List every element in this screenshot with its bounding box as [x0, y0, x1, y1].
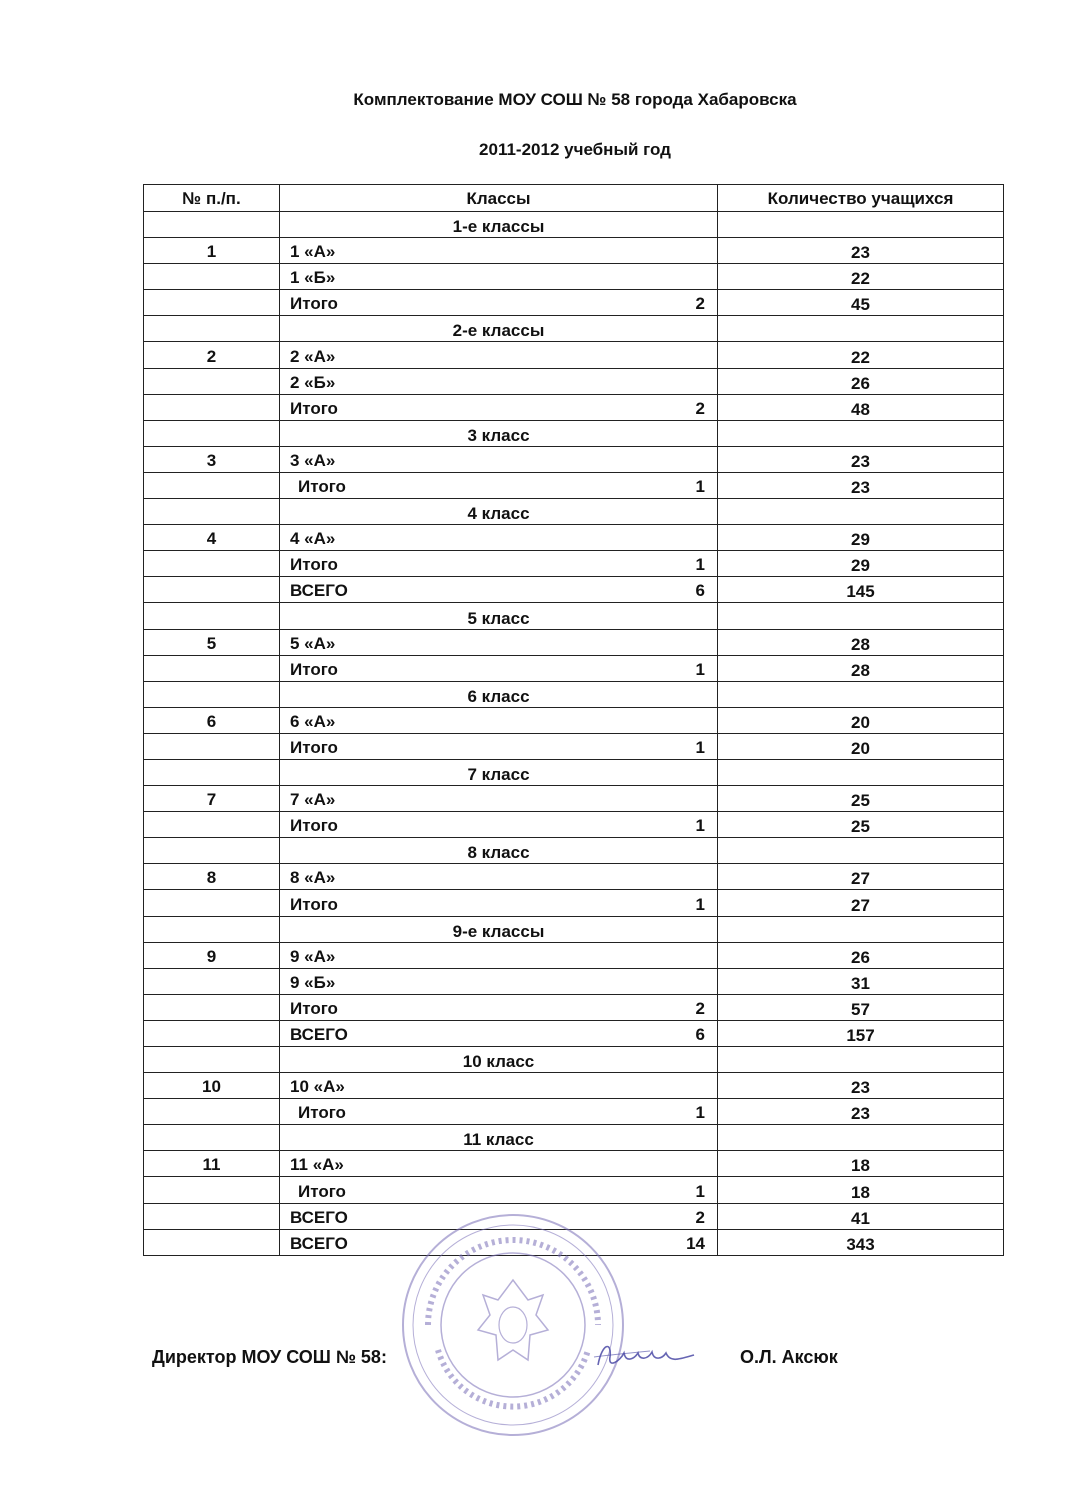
total-label: Итого: [290, 894, 338, 914]
group-header-row: [144, 212, 1004, 238]
row-number: [144, 655, 280, 681]
row-number: [144, 316, 280, 342]
row-number: [144, 1125, 280, 1151]
row-number: [144, 1099, 280, 1125]
total-cell: [280, 290, 718, 316]
row-number: [144, 420, 280, 446]
total-cell: [280, 394, 718, 420]
table-row: [144, 864, 1004, 890]
student-count: [718, 1047, 1004, 1073]
total-cell: [280, 994, 718, 1020]
total-row: [144, 812, 1004, 838]
student-count: 26: [718, 368, 1004, 394]
document-subtitle: 2011-2012 учебный год: [479, 140, 671, 159]
row-number: [144, 290, 280, 316]
row-number: [144, 1203, 280, 1229]
student-count: 343: [718, 1229, 1004, 1255]
row-number: [144, 916, 280, 942]
row-number: [144, 499, 280, 525]
class-cell: [280, 264, 718, 290]
total-cell: [280, 733, 718, 759]
director-signature: [590, 1335, 700, 1375]
class-cell: [280, 864, 718, 890]
group-header-row: [144, 316, 1004, 342]
row-number: [144, 577, 280, 603]
student-count: [718, 603, 1004, 629]
table-row: [144, 342, 1004, 368]
student-count: 27: [718, 890, 1004, 916]
student-count: 28: [718, 655, 1004, 681]
student-count: [718, 212, 1004, 238]
class-cell: [280, 342, 718, 368]
class-group-label: 10 класс: [280, 1047, 718, 1073]
class-count: 2: [695, 398, 705, 418]
class-group-label: 3 класс: [280, 420, 718, 446]
class-group-label: 1-е классы: [280, 212, 718, 238]
class-group-label: 5 класс: [280, 603, 718, 629]
class-count: 1: [695, 894, 705, 914]
row-number: [144, 551, 280, 577]
class-label: 9 «А»: [290, 946, 336, 966]
student-count: [718, 916, 1004, 942]
row-number: [144, 1020, 280, 1046]
row-number: [144, 838, 280, 864]
table-row: [144, 238, 1004, 264]
row-number: [144, 603, 280, 629]
class-cell: [280, 942, 718, 968]
total-row: [144, 1099, 1004, 1125]
total-label: ВСЕГО: [290, 1025, 348, 1044]
student-count: 22: [718, 264, 1004, 290]
class-cell: [280, 446, 718, 472]
class-label: 1 «Б»: [290, 268, 336, 288]
table-row: [144, 446, 1004, 472]
class-cell: [280, 968, 718, 994]
student-count: 45: [718, 290, 1004, 316]
header-classes: Классы: [280, 185, 718, 212]
class-cell: [280, 238, 718, 264]
class-count: 1: [695, 1103, 705, 1123]
document-title: Комплектование МОУ СОШ № 58 города Хабаровска: [353, 90, 797, 109]
header-number: № п./п.: [144, 185, 280, 212]
total-row: [144, 1177, 1004, 1203]
class-count: 1: [695, 659, 705, 679]
row-number: [144, 968, 280, 994]
group-header-row: [144, 916, 1004, 942]
enrollment-table: [143, 184, 1004, 1256]
class-count: 1: [695, 477, 705, 497]
total-label: Итого: [290, 294, 338, 314]
total-row: [144, 890, 1004, 916]
row-number: [144, 264, 280, 290]
student-count: [718, 499, 1004, 525]
table-body: [144, 212, 1004, 1256]
student-count: 23: [718, 1099, 1004, 1125]
class-label: 4 «А»: [290, 529, 336, 549]
student-count: 23: [718, 472, 1004, 498]
class-count: 1: [695, 816, 705, 836]
table-row: [144, 525, 1004, 551]
class-cell: [280, 1073, 718, 1099]
row-number: [144, 368, 280, 394]
total-row: [144, 551, 1004, 577]
student-count: 23: [718, 238, 1004, 264]
row-number: [144, 681, 280, 707]
student-count: [718, 838, 1004, 864]
table-row: [144, 1151, 1004, 1177]
row-number: [144, 890, 280, 916]
class-group-label: 8 класс: [280, 838, 718, 864]
total-cell: [280, 1177, 718, 1203]
class-label: 1 «А»: [290, 242, 336, 262]
student-count: 26: [718, 942, 1004, 968]
class-group-label: 2-е классы: [280, 316, 718, 342]
student-count: 25: [718, 812, 1004, 838]
student-count: [718, 681, 1004, 707]
row-number: [144, 1177, 280, 1203]
class-count: 1: [695, 737, 705, 757]
student-count: 18: [718, 1151, 1004, 1177]
class-label: 3 «А»: [290, 450, 336, 470]
student-count: 145: [718, 577, 1004, 603]
class-count: 2: [695, 294, 705, 314]
class-cell: [280, 368, 718, 394]
total-cell: [280, 655, 718, 681]
total-label: ВСЕГО: [290, 581, 348, 601]
student-count: 31: [718, 968, 1004, 994]
class-group-label: 6 класс: [280, 681, 718, 707]
total-row: [144, 290, 1004, 316]
class-count: 1: [695, 1181, 705, 1201]
total-row: [144, 994, 1004, 1020]
student-count: 18: [718, 1177, 1004, 1203]
group-header-row: [144, 1125, 1004, 1151]
row-number: [144, 994, 280, 1020]
class-group-label: 9-е классы: [280, 916, 718, 942]
row-number: 6: [144, 707, 280, 733]
class-cell: [280, 786, 718, 812]
class-label: 11 «А»: [290, 1155, 344, 1175]
class-label: 2 «Б»: [290, 372, 336, 392]
class-count: 6: [695, 1025, 705, 1044]
student-count: [718, 759, 1004, 785]
official-stamp: [398, 1210, 628, 1440]
total-row: [144, 472, 1004, 498]
student-count: 28: [718, 629, 1004, 655]
class-count: 2: [695, 1207, 705, 1227]
total-cell: [280, 1020, 718, 1046]
row-number: 11: [144, 1151, 280, 1177]
row-number: 1: [144, 238, 280, 264]
row-number: 9: [144, 942, 280, 968]
table-row: [144, 942, 1004, 968]
row-number: [144, 1047, 280, 1073]
total-cell: [280, 551, 718, 577]
student-count: 29: [718, 551, 1004, 577]
table-row: [144, 786, 1004, 812]
class-count: 6: [695, 581, 705, 601]
row-number: [144, 212, 280, 238]
row-number: [144, 812, 280, 838]
table-header-row: [144, 185, 1004, 212]
total-label: Итого: [298, 1103, 346, 1123]
total-label: Итого: [290, 816, 338, 836]
total-row: [144, 733, 1004, 759]
class-label: 8 «А»: [290, 868, 336, 888]
total-cell: [280, 812, 718, 838]
class-cell: [280, 525, 718, 551]
student-count: 29: [718, 525, 1004, 551]
total-label: ВСЕГО: [290, 1233, 348, 1253]
class-count: 1: [695, 555, 705, 575]
student-count: 25: [718, 786, 1004, 812]
total-label: Итого: [290, 998, 338, 1018]
student-count: 20: [718, 733, 1004, 759]
class-label: 2 «А»: [290, 346, 336, 366]
total-row: [144, 1020, 1004, 1046]
director-label: Директор МОУ СОШ № 58:: [152, 1347, 387, 1367]
student-count: 20: [718, 707, 1004, 733]
total-label: Итого: [298, 477, 346, 497]
row-number: 10: [144, 1073, 280, 1099]
row-number: [144, 733, 280, 759]
total-label: Итого: [290, 659, 338, 679]
group-header-row: [144, 681, 1004, 707]
class-label: 10 «А»: [290, 1077, 345, 1097]
total-cell: [280, 577, 718, 603]
table-row: [144, 368, 1004, 394]
director-name: О.Л. Аксюк: [740, 1347, 838, 1367]
row-number: [144, 759, 280, 785]
student-count: [718, 420, 1004, 446]
class-cell: [280, 707, 718, 733]
group-header-row: [144, 759, 1004, 785]
row-number: [144, 394, 280, 420]
total-row: [144, 577, 1004, 603]
student-count: [718, 316, 1004, 342]
group-header-row: [144, 499, 1004, 525]
group-header-row: [144, 603, 1004, 629]
total-cell: [280, 890, 718, 916]
student-count: 57: [718, 994, 1004, 1020]
student-count: 22: [718, 342, 1004, 368]
row-number: 4: [144, 525, 280, 551]
row-number: 7: [144, 786, 280, 812]
row-number: 5: [144, 629, 280, 655]
total-label: Итого: [298, 1181, 346, 1201]
group-header-row: [144, 420, 1004, 446]
student-count: [718, 1125, 1004, 1151]
total-row: [144, 394, 1004, 420]
total-cell: [280, 472, 718, 498]
group-header-row: [144, 1047, 1004, 1073]
table-row: [144, 968, 1004, 994]
row-number: 3: [144, 446, 280, 472]
total-label: Итого: [290, 398, 338, 418]
header-students: Количество учащихся: [718, 185, 1004, 212]
total-cell: [280, 1099, 718, 1125]
class-group-label: 11 класс: [280, 1125, 718, 1151]
table-row: [144, 1073, 1004, 1099]
total-label: Итого: [290, 737, 338, 757]
total-row: [144, 655, 1004, 681]
row-number: [144, 1229, 280, 1255]
class-group-label: 7 класс: [280, 759, 718, 785]
student-count: 23: [718, 1073, 1004, 1099]
class-count: 2: [695, 998, 705, 1018]
group-header-row: [144, 838, 1004, 864]
student-count: 157: [718, 1020, 1004, 1046]
class-group-label: 4 класс: [280, 499, 718, 525]
table-row: [144, 707, 1004, 733]
total-label: ВСЕГО: [290, 1207, 348, 1227]
class-label: 6 «А»: [290, 711, 336, 731]
row-number: 2: [144, 342, 280, 368]
row-number: 8: [144, 864, 280, 890]
student-count: 41: [718, 1203, 1004, 1229]
student-count: 23: [718, 446, 1004, 472]
class-count: 14: [686, 1233, 705, 1253]
class-cell: [280, 1151, 718, 1177]
student-count: 27: [718, 864, 1004, 890]
table-row: [144, 264, 1004, 290]
class-label: 5 «А»: [290, 633, 336, 653]
row-number: [144, 472, 280, 498]
class-label: 7 «А»: [290, 790, 336, 810]
class-label: 9 «Б»: [290, 972, 336, 992]
class-cell: [280, 629, 718, 655]
total-label: Итого: [290, 555, 338, 575]
student-count: 48: [718, 394, 1004, 420]
table-row: [144, 629, 1004, 655]
